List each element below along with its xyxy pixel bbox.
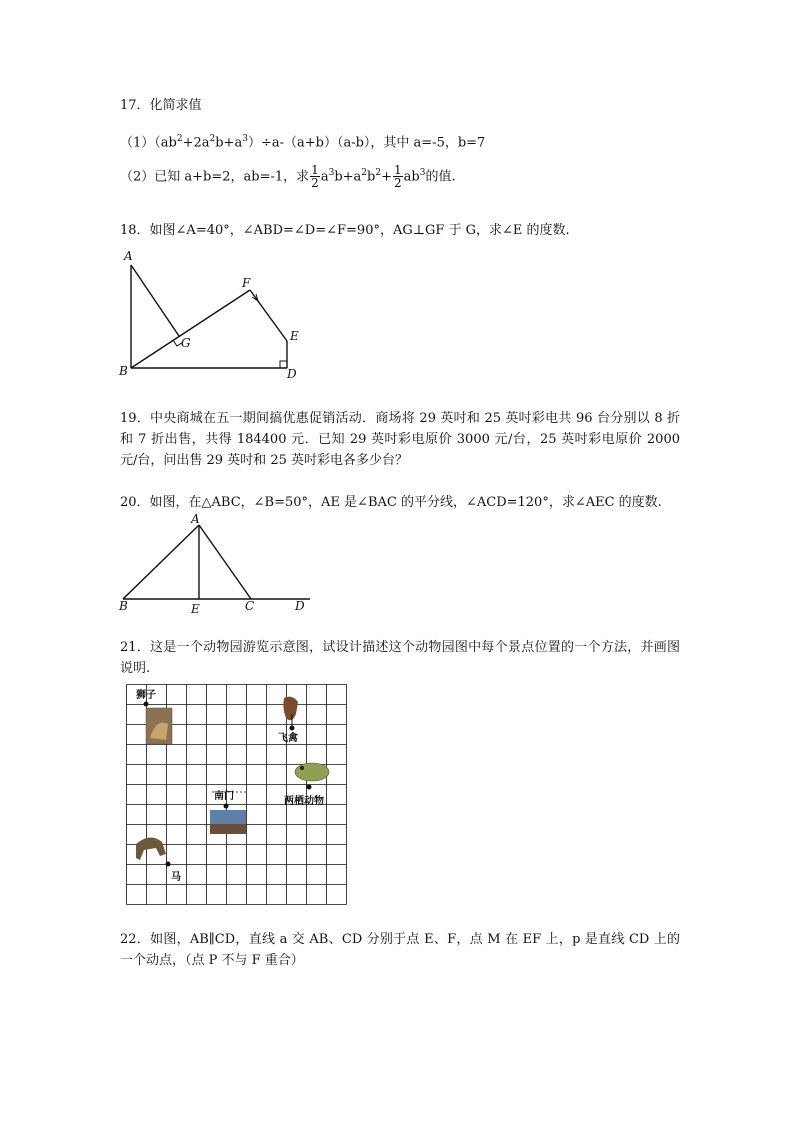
- q17-p2-seg: b+a: [334, 169, 362, 185]
- frac-numerator: 1: [311, 163, 319, 178]
- fraction-half: [310, 164, 320, 189]
- lion-marker: [144, 702, 149, 707]
- zoo-map: [126, 684, 350, 906]
- segment-ab: [123, 525, 199, 599]
- q17-p2-seg: （2）已知 a+b=2，ab=-1，求: [120, 169, 310, 185]
- q17-title: 17．化简求值: [120, 98, 202, 113]
- q17-part1: [120, 130, 485, 152]
- bird-marker: [290, 726, 295, 731]
- segment-fb: [131, 290, 250, 368]
- fraction-half: [393, 164, 403, 189]
- frog-eye-icon: [300, 766, 304, 770]
- q17-p2-seg: a: [320, 169, 329, 185]
- horse-label: 马: [171, 872, 181, 883]
- q17-p1-seg: （1）（ab: [120, 135, 177, 151]
- horse-marker: [166, 862, 171, 867]
- frog-icon: [295, 763, 329, 781]
- frac-denominator: 2: [311, 176, 319, 191]
- sup: 2: [209, 134, 216, 144]
- label-b: B: [119, 599, 128, 613]
- q18-text: 18．如图∠A=40°，∠ABD=∠D=∠F=90°，AG⊥GF 于 G，求∠E 的度数.: [120, 223, 570, 238]
- frac-numerator: 1: [393, 163, 402, 178]
- right-angle-d: [280, 361, 287, 368]
- label-e: E: [191, 602, 200, 616]
- q17-p1-seg: +2a: [182, 135, 210, 151]
- label-f: F: [242, 276, 251, 290]
- q17-p2-seg: 的值.: [425, 169, 456, 185]
- frac-denominator: 2: [393, 176, 402, 191]
- segment-ac: [199, 525, 251, 599]
- plant-marker: [307, 785, 312, 790]
- plant-label: 两栖动物: [284, 796, 324, 807]
- q17-part2: [120, 164, 456, 189]
- label-c: C: [245, 599, 255, 613]
- q20-text: 20．如图，在△ABC，∠B=50°，AE 是∠BAC 的平分线，∠ACD=120°，求∠AEC 的度数.: [120, 495, 662, 510]
- sup: 3: [328, 168, 335, 178]
- lion-label: 狮子: [136, 690, 156, 701]
- gate-marker: [224, 804, 229, 809]
- q22-text: 22．如图，AB∥CD，直线 a 交 AB、CD 分别于点 E、F，点 M 在 EF 上，p 是直线 CD 上的一个动点，（点 P 不与 F 重合）: [120, 932, 680, 968]
- bird-icon: [283, 697, 298, 721]
- label-b: B: [119, 364, 128, 378]
- q17-p1-seg: ）÷a-（a+b）（a-b），其中 a=-5，b=7: [247, 135, 486, 151]
- sup: 2: [361, 168, 368, 178]
- gate-building-icon: [210, 824, 246, 834]
- label-d: D: [295, 599, 305, 613]
- segment-ag: [131, 265, 179, 336]
- label-e: E: [290, 329, 299, 343]
- q19-text: 19．中央商城在五一期间搞优惠促销活动．商场将 29 英吋和 25 英吋彩电共 96 台分别以 8 折和 7 折出售，共得 184400 元．已知 29 英吋彩电原价 3000 元/台，25 英吋彩电原价 2000 元/台，问出售 29 英吋和 25 英吋彩电各多少台？: [120, 411, 680, 468]
- label-g: G: [181, 336, 191, 350]
- label-d: D: [287, 367, 297, 381]
- q20-figure: [115, 510, 315, 620]
- label-a: A: [191, 512, 200, 526]
- label-a: A: [124, 249, 133, 263]
- q17-p2-seg: b: [367, 169, 376, 185]
- gate-label: 南门: [214, 791, 234, 802]
- q17-p2-seg: +: [381, 169, 392, 185]
- sup: 3: [419, 168, 426, 178]
- q21-text: 21．这是一个动物园游览示意图，试设计描述这个动物园图中每个景点位置的一个方法，并画图说明.: [120, 640, 680, 676]
- q17-p2-seg: ab: [403, 169, 420, 185]
- sup: 3: [242, 134, 248, 144]
- segment-ef: [250, 290, 287, 341]
- q18-figure: [115, 245, 315, 385]
- horse-icon: [136, 837, 166, 860]
- q17-p1-seg: b+a: [215, 135, 243, 151]
- sup: 2: [375, 168, 382, 178]
- bird-label: 飞禽: [278, 733, 298, 744]
- sup: 2: [176, 134, 183, 144]
